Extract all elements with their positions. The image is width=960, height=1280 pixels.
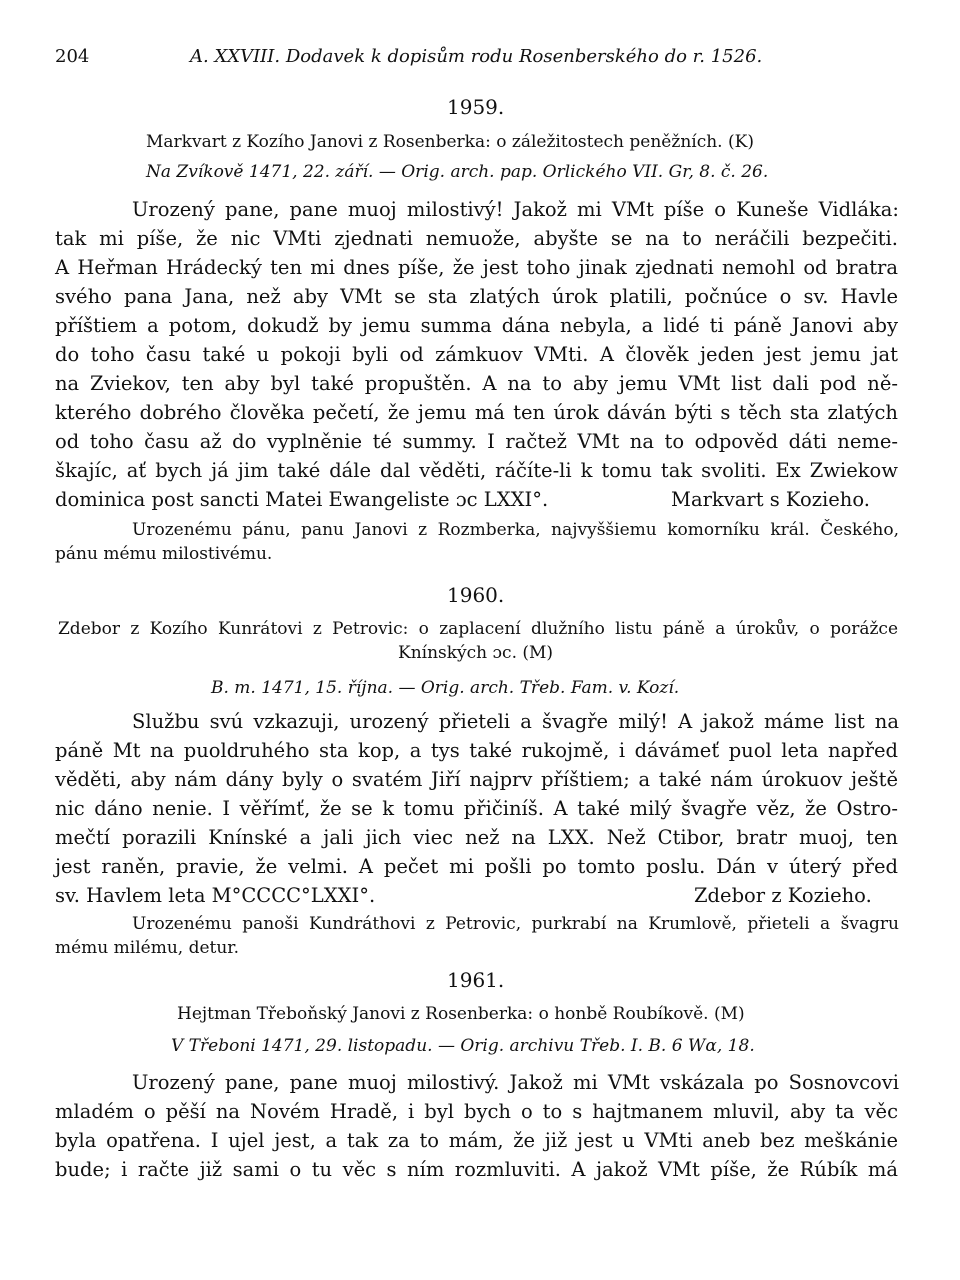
signature: Zdebor z Kozieho. (694, 884, 872, 907)
page-number: 204 (55, 46, 90, 67)
entry-title: Knínských ɔc. (M) (398, 643, 554, 663)
signature: Markvart s Kozieho. (671, 488, 870, 511)
entry-title: Zdebor z Kozího Kunrátovi z Petrovic: o zaplacení dlužního listu páně a úrokův, o porážce (58, 619, 898, 639)
entry-source: Na Zvíkově 1471, 22. září. — Orig. arch. pap. Orlického VII. Gr, 8. č. 26. (146, 162, 769, 182)
text-line: páně Mt na puoldruhého sta kop, a tys také rukojmě, i dávámeť puol leta napřed (55, 739, 898, 762)
entry-number: 1960. (447, 583, 505, 607)
address-line: Urozenému pánu, panu Janovi z Rozmberka, najvyššiemu komorníku král. Českého, (132, 520, 899, 540)
text-line: mladém o pěší na Novém Hradě, i byl bych o to s hajtmanem mluvil, aby ta věc (55, 1100, 898, 1123)
text-line: nic dáno nenie. I věřímť, že se k tomu přičiníš. A také milý švagře věz, že Ostro- (55, 797, 898, 820)
text-line: bude; i račte již sami o tu věc s ním rozmluviti. A jakož VMt píše, že Rúbík má (55, 1158, 898, 1181)
address-line: Urozenému panoši Kundráthovi z Petrovic, purkrabí na Krumlově, přieteli a švagru (132, 914, 899, 934)
text-line: od toho času až do vyplněnie té summy. I račtež VMt na to odpověd dáti neme- (55, 430, 898, 453)
text-line: sv. Havlem leta M°CCCC°LXXI°. (55, 884, 376, 907)
text-line: škajíc, ať bych já jim také dále dal věděti, ráčíte-li k tomu tak svoliti. Ex Zwiekow (55, 459, 898, 482)
text-line: Urozený pane, pane muoj milostivý. Jakož mi VMt vskázala po Sosnovcovi (132, 1071, 899, 1094)
entry-source: V Třeboni 1471, 29. listopadu. — Orig. archivu Třeb. I. B. 6 Wα, 18. (171, 1036, 755, 1056)
text-line: Urozený pane, pane muoj milostivý! Jakož mi VMt píše o Kuneše Vidláka: (132, 198, 899, 221)
entry-title: Hejtman Třeboňský Janovi z Rosenberka: o honbě Roubíkově. (M) (177, 1004, 745, 1024)
text-line: byla opatřena. I ujel jest, a tak za to mám, že již jest u VMti aneb bez meškánie (55, 1129, 898, 1152)
address-line: pánu mému milostivému. (55, 544, 273, 564)
text-line: Službu svú vzkazuji, urozený přieteli a švagře milý! A jakož máme list na (132, 710, 899, 733)
text-line: tak mi píše, že nic VMti zjednati nemuože, abyšte se na to neráčili bezpečiti. (55, 227, 898, 250)
entry-title: Markvart z Kozího Janovi z Rosenberka: o záležitostech peněžních. (K) (146, 132, 754, 152)
text-line: mečtí porazili Knínské a jali jich viec než na LXX. Než Ctibor, bratr muoj, ten (55, 826, 898, 849)
text-line: věděti, aby nám dány byly o svatém Jiří najprv příštiem; a také nám úrokuov ještě (55, 768, 898, 791)
text-line: svého pana Jana, než aby VMt se sta zlatých úrok platili, počnúce o sv. Havle (55, 285, 898, 308)
text-line: dominica post sancti Matei Ewangeliste ɔc LXXI°. (55, 488, 549, 511)
entry-number: 1961. (447, 968, 505, 992)
text-line: kterého dobrého člověka pečetí, že jemu má ten úrok dáván býti s těch sta zlatých (55, 401, 898, 424)
entry-number: 1959. (447, 95, 505, 119)
running-title: A. XXVIII. Dodavek k dopisům rodu Rosenberského do r. 1526. (190, 46, 763, 67)
entry-source: B. m. 1471, 15. října. — Orig. arch. Třeb. Fam. v. Kozí. (211, 678, 680, 698)
text-line: A Heřman Hrádecký ten mi dnes píše, že jest toho jinak zjednati nemohl od bratra (55, 256, 898, 279)
text-line: příštiem a potom, dokudž by jemu summa dána nebyla, a lidé ti páně Janovi aby (55, 314, 898, 337)
text-line: na Zviekov, ten aby byl také propuštěn. A na to aby jemu VMt list dali pod ně- (55, 372, 898, 395)
text-line: do toho času také u pokoji byli od zámkuov VMti. A člověk jeden jest jemu jat (55, 343, 898, 366)
text-line: jest raněn, pravie, že velmi. A pečet mi pošli po tomto poslu. Dán v úterý před (55, 855, 898, 878)
address-line: mému milému, detur. (55, 938, 239, 958)
